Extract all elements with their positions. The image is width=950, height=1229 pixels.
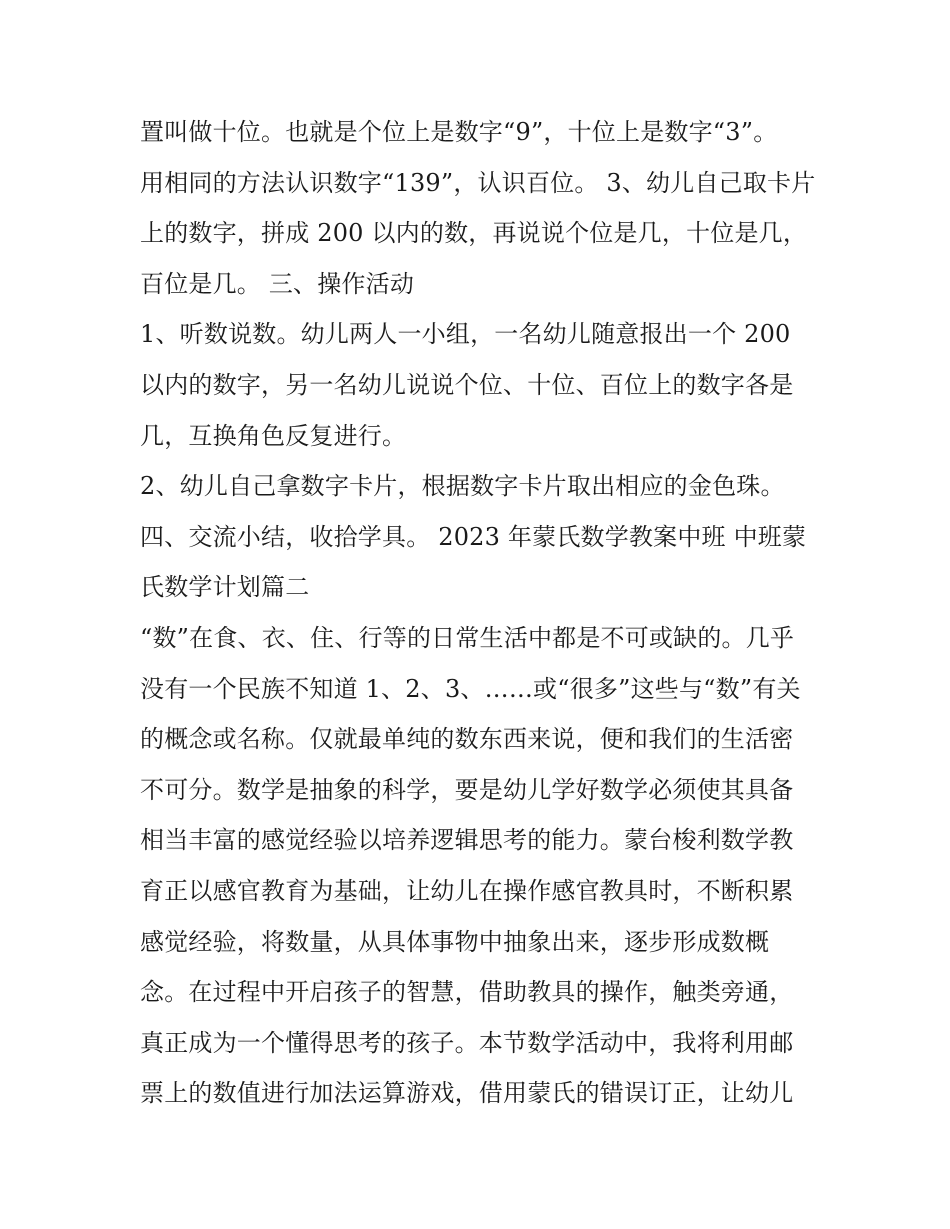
text-line: 以内的数字，另一名幼儿说说个位、十位、百位上的数字各是 bbox=[140, 370, 794, 399]
text-line: “数”在食、衣、住、行等的日常生活中都是不可或缺的。几乎 bbox=[140, 623, 795, 652]
body-text bbox=[140, 107, 830, 1119]
text-line: 真正成为一个懂得思考的孩子。本节数学活动中，我将利用邮 bbox=[140, 1028, 794, 1057]
text-line: 不可分。数学是抽象的科学，要是幼儿学好数学必须使其具备 bbox=[140, 775, 794, 804]
text-line: 没有一个民族不知道 1、2、3、……或“很多”这些与“数”有关 bbox=[140, 674, 801, 703]
text-line: 百位是几。 三、操作活动 bbox=[140, 269, 415, 298]
text-line: 育正以感官教育为基础，让幼儿在操作感官教具时，不断积累 bbox=[140, 876, 794, 905]
text-line: 相当丰富的感觉经验以培养逻辑思考的能力。蒙台梭利数学教 bbox=[140, 826, 794, 855]
text-line: 用相同的方法认识数字“139”，认识百位。 3、幼儿自己取卡片 bbox=[140, 168, 816, 197]
text-line: 四、交流小结，收拾学具。 2023 年蒙氏数学教案中班 中班蒙 bbox=[140, 522, 807, 551]
text-line: 上的数字，拼成 200 以内的数，再说说个位是几，十位是几， bbox=[140, 219, 808, 248]
text-line: 2、幼儿自己拿数字卡片，根据数字卡片取出相应的金色珠。 bbox=[140, 472, 785, 501]
text-line: 1、听数说数。幼儿两人一小组，一名幼儿随意报出一个 200 bbox=[140, 320, 791, 349]
text-line: 几，互换角色反复进行。 bbox=[140, 421, 407, 450]
text-line: 票上的数值进行加法运算游戏，借用蒙氏的错误订正，让幼儿 bbox=[140, 1079, 794, 1108]
text-line: 的概念或名称。仅就最单纯的数东西来说，便和我们的生活密 bbox=[140, 725, 794, 754]
text-line: 感觉经验，将数量，从具体事物中抽象出来，逐步形成数概 bbox=[140, 927, 770, 956]
text-line: 念。在过程中开启孩子的智慧，借助教具的操作，触类旁通， bbox=[140, 978, 794, 1007]
text-line: 置叫做十位。也就是个位上是数字“9”，十位上是数字“3”。 bbox=[140, 118, 778, 146]
text-line: 氏数学计划篇二 bbox=[140, 573, 310, 602]
